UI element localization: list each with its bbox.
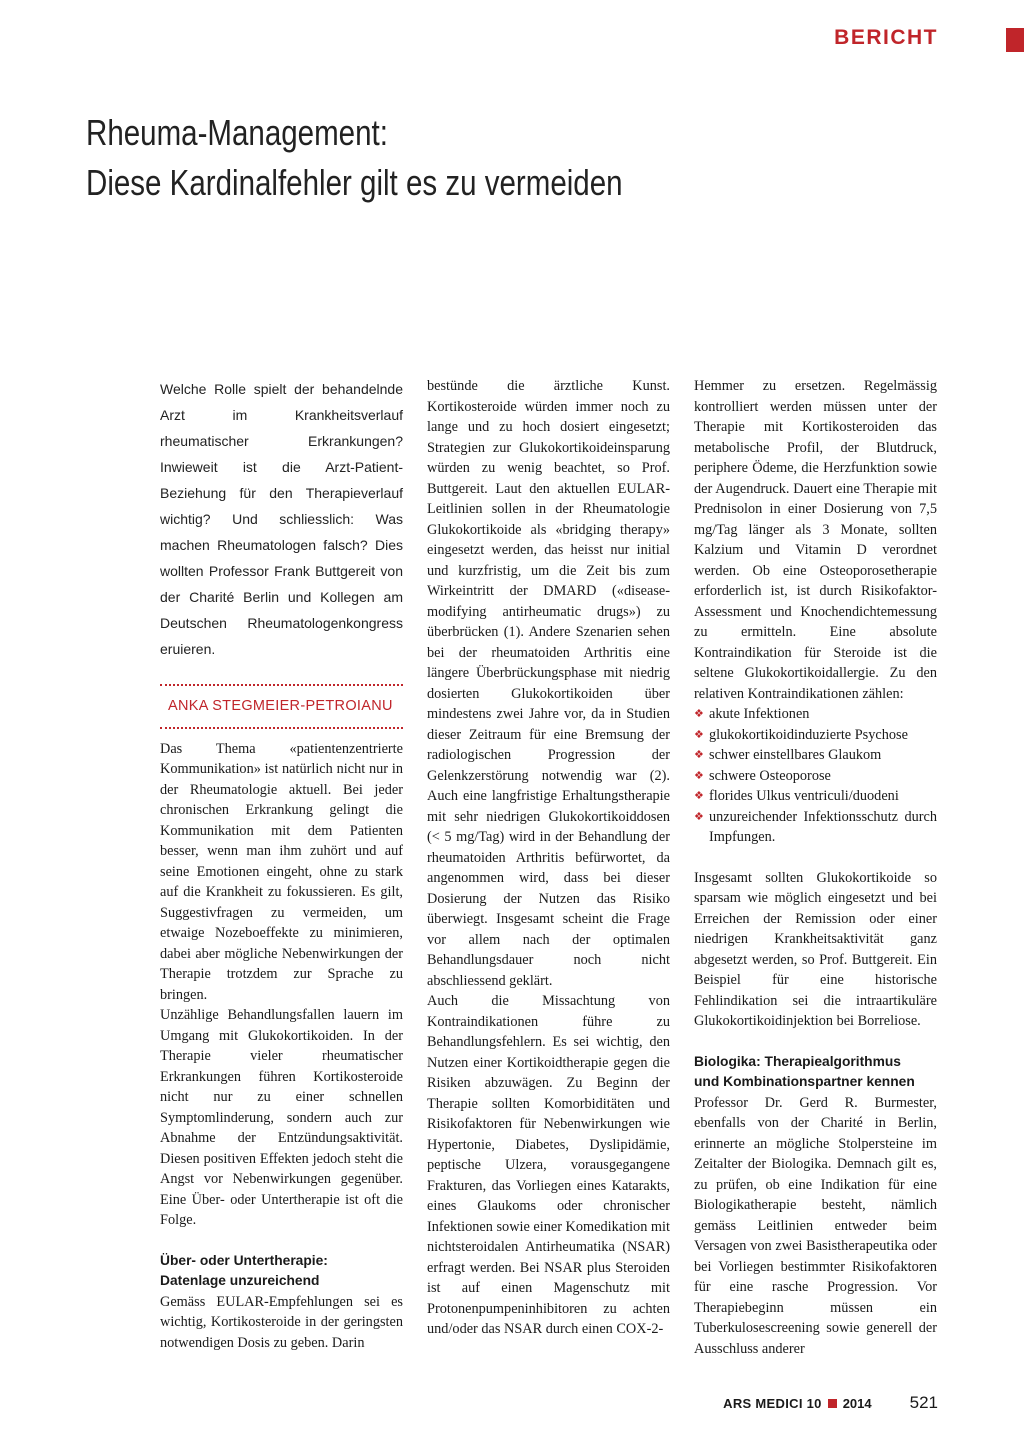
body-paragraph: Professor Dr. Gerd R. Burmester, ebenfalls von der Charité in Berlin, erinnerte an mögliche Stolpersteine im Zeitalter der Biologika. Demnach gilt es, zu prüfen, ob eine Indikation für eine Biologikatherapie besteht, nämlich gemäss Leitlinien entweder beim Versagen von zwei Basistherapeutika oder bei Vorliegen bestimmter Risikofaktoren für eine rasche Progression. Vor Therapiebeginn müssen ein Tuberkulosescreening sowie generell der Ausschluss anderer: [694, 1094, 937, 1357]
subheading-line-2: Datenlage unzureichend: [160, 1273, 320, 1288]
divider-top: [160, 684, 403, 686]
section-marker: [1006, 28, 1024, 52]
article-title: [86, 108, 791, 208]
article-title-line-1: Rheuma-Management:: [86, 112, 388, 153]
subheading: [694, 1052, 937, 1093]
body-paragraph: Auch die Missachtung von Kontraindikationen führe zu Behandlungsfehlern. Es sei wichtig, den Nutzen einer Kortikoidtherapie gegen die Risiken abzuwägen. Zu Beginn der Therapie sollten Komorbiditäten und Risikofaktoren für Nebenwirkungen wie Hypertonie, Diabetes, Dyslipidämie, peptische Ulzera, vorausgegangene Frakturen, das Vorliegen eines Katarakts, eines Glaukoms oder chronischer Infektionen sowie einer Komedikation mit nichtsteroidalen Antirheumatika (NSAR) erfragt werden. Bei NSAR plus Steroiden ist auf einen Magenschutz mit Protonenpumpeninhibitoren zu achten und/oder das NSAR durch einen COX-2-: [427, 993, 670, 1337]
journal-year: 2014: [842, 1396, 872, 1411]
page-footer: [723, 1393, 938, 1413]
column-3: [694, 376, 937, 1359]
section-label: BERICHT: [834, 26, 938, 49]
body-paragraph: Hemmer zu ersetzen. Regelmässig kontrolliert werden müssen unter der Therapie mit Kortikosteroiden das metabolische Profil, der Blutdruck, periphere Ödeme, die Herzfunktion sowie der Augendruck. Dauert eine Therapie mit Prednisolon in einer Dosierung von 7,5 mg/Tag länger als 3 Monate, sollten Kalzium und Vitamin D verordnet werden. Ob eine Osteoporosetherapie erforderlich ist, ist durch Risikofaktor-Assessment und Knochendichtemessung zu ermitteln. Eine absolute Kontraindikation für Steroide ist die seltene Glukokortikoidallergie. Zu den relativen Kontraindikationen zählen:: [694, 378, 937, 702]
body-paragraph: Gemäss EULAR-Empfehlungen sei es wichtig, Kortikosteroide in der geringsten notwendigen Dosis zu geben. Darin: [160, 1293, 403, 1351]
contraindication-list: [694, 704, 937, 848]
divider-bottom: [160, 727, 403, 729]
lead-block: [160, 376, 403, 676]
author-name: ANKA STEGMEIER-PETROIANU: [168, 698, 393, 714]
body-paragraph: bestünde die ärztliche Kunst. Kortikosteroide würden immer noch zu lange und zu hoch dosiert eingesetzt; Strategien zur Glukokortikoideinsparung würden zu wenig beachtet, so Prof. Buttgereit. Laut den aktuellen EULAR-Leitlinien sollen in der Rheumatologie Glukokortikoide als «bridging therapy» eingesetzt werden, das heisst nur initial und kurzfristig, um die Zeit bis zum Wirkeintritt der DMARD («disease-modifying antirheumatic drugs») zu überbrücken (1). Andere Szenarien sehen bei der rheumatoiden Arthritis eine längere Überbrückungsphase mit niedrig dosierten Glukokortikoiden über mindestens zwei Jahre vor, da in Studien dieser Zeitraum für eine Bremsung der radiologischen Progression der Gelenkzerstörung notwendig war (2). Auch eine langfristige Erhaltungstherapie mit sehr niedrigen Glukokortikoiddosen (< 5 mg/Tag) wird in der Behandlung der rheumatoiden Arthritis befürwortet, da angenommen wird, dass bei dieser Dosierung der Nutzen das Risiko überwiegt. Insgesamt scheint die Frage vor allem nach der optimalen Behandlungsdauer noch nicht abschliessend geklärt.: [427, 378, 670, 989]
list-item: ❖ schwere Osteoporose: [694, 766, 937, 787]
subheading-line-1: Biologika: Therapiealgorithmus: [694, 1053, 901, 1069]
page-number: 521: [909, 1393, 938, 1412]
body-paragraph: Das Thema «patientenzentrierte Kommunikation» ist natürlich nicht nur in der Rheumatologie aktuell. Bei jeder chronischen Erkrankung gelingt die Kommunikation mit dem Patienten besser, wenn man ihm zuhört und auf seine Emotionen eingeht, ohne zu stark auf die Krankheit zu fokussieren. Es gilt, Suggestivfragen zu vermeiden, um etwaige Nozeboeffekte zu minimieren, dabei aber mögliche Nebenwirkungen der Therapie trotzdem zur Sprache zu bringen.: [160, 740, 403, 1003]
column-2: [427, 376, 670, 1340]
list-item: ❖ glukokortikoidinduzierte Psychose: [694, 725, 937, 746]
footer-square-marker: [828, 1399, 837, 1408]
lead-paragraph: Welche Rolle spielt der behandelnde Arzt im Krankheitsverlauf rheumatischer Erkrankungen? Inwieweit ist die Arzt-Patient-Beziehung für den Therapieverlauf wichtig? Und schliesslich: Was machen Rheumatologen falsch? Dies wollten Professor Frank Buttgereit von der Charité Berlin und Kollegen am Deutschen Rheumatologenkongress eruieren.: [160, 381, 403, 657]
list-item: ❖ unzureichender Infektionsschutz durch Impfungen.: [694, 807, 937, 848]
article-title-line-2: Diese Kardinalfehler gilt es zu vermeiden: [86, 162, 623, 203]
body-paragraph: Unzählige Behandlungsfallen lauern im Umgang mit Glukokortikoiden. In der Therapie vieler rheumatischer Erkrankungen führen Kortikosteroide nicht nur zu einer schnellen Symptomlinderung, sondern auch zur Abnahme der Entzündungsaktivität. Diesen positiven Effekten jedoch steht die Angst vor Nebenwirkungen gegenüber. Eine Über- oder Untertherapie ist oft die Folge.: [160, 1007, 403, 1228]
subheading-line-1: Über- oder Untertherapie:: [160, 1252, 328, 1268]
subheading: [160, 1251, 403, 1292]
body-paragraph: Insgesamt sollten Glukokortikoide so sparsam wie möglich eingesetzt und bei Erreichen der Remission oder einer niedrigen Krankheitsaktivität ganz abgesetzt werden, so Prof. Buttgereit. Ein Beispiel für eine historische Fehlindikation sei die intraartikuläre Glukokortikoidinjektion bei Borreliose.: [694, 869, 937, 1029]
list-item: ❖ florides Ulkus ventriculi/duodeni: [694, 786, 937, 807]
journal-name: ARS MEDICI 10: [723, 1396, 822, 1411]
list-item: ❖ schwer einstellbares Glaukom: [694, 745, 937, 766]
list-item: ❖ akute Infektionen: [694, 704, 937, 725]
column-1: [160, 376, 403, 1353]
subheading-line-2: und Kombinationspartner kennen: [694, 1074, 915, 1089]
